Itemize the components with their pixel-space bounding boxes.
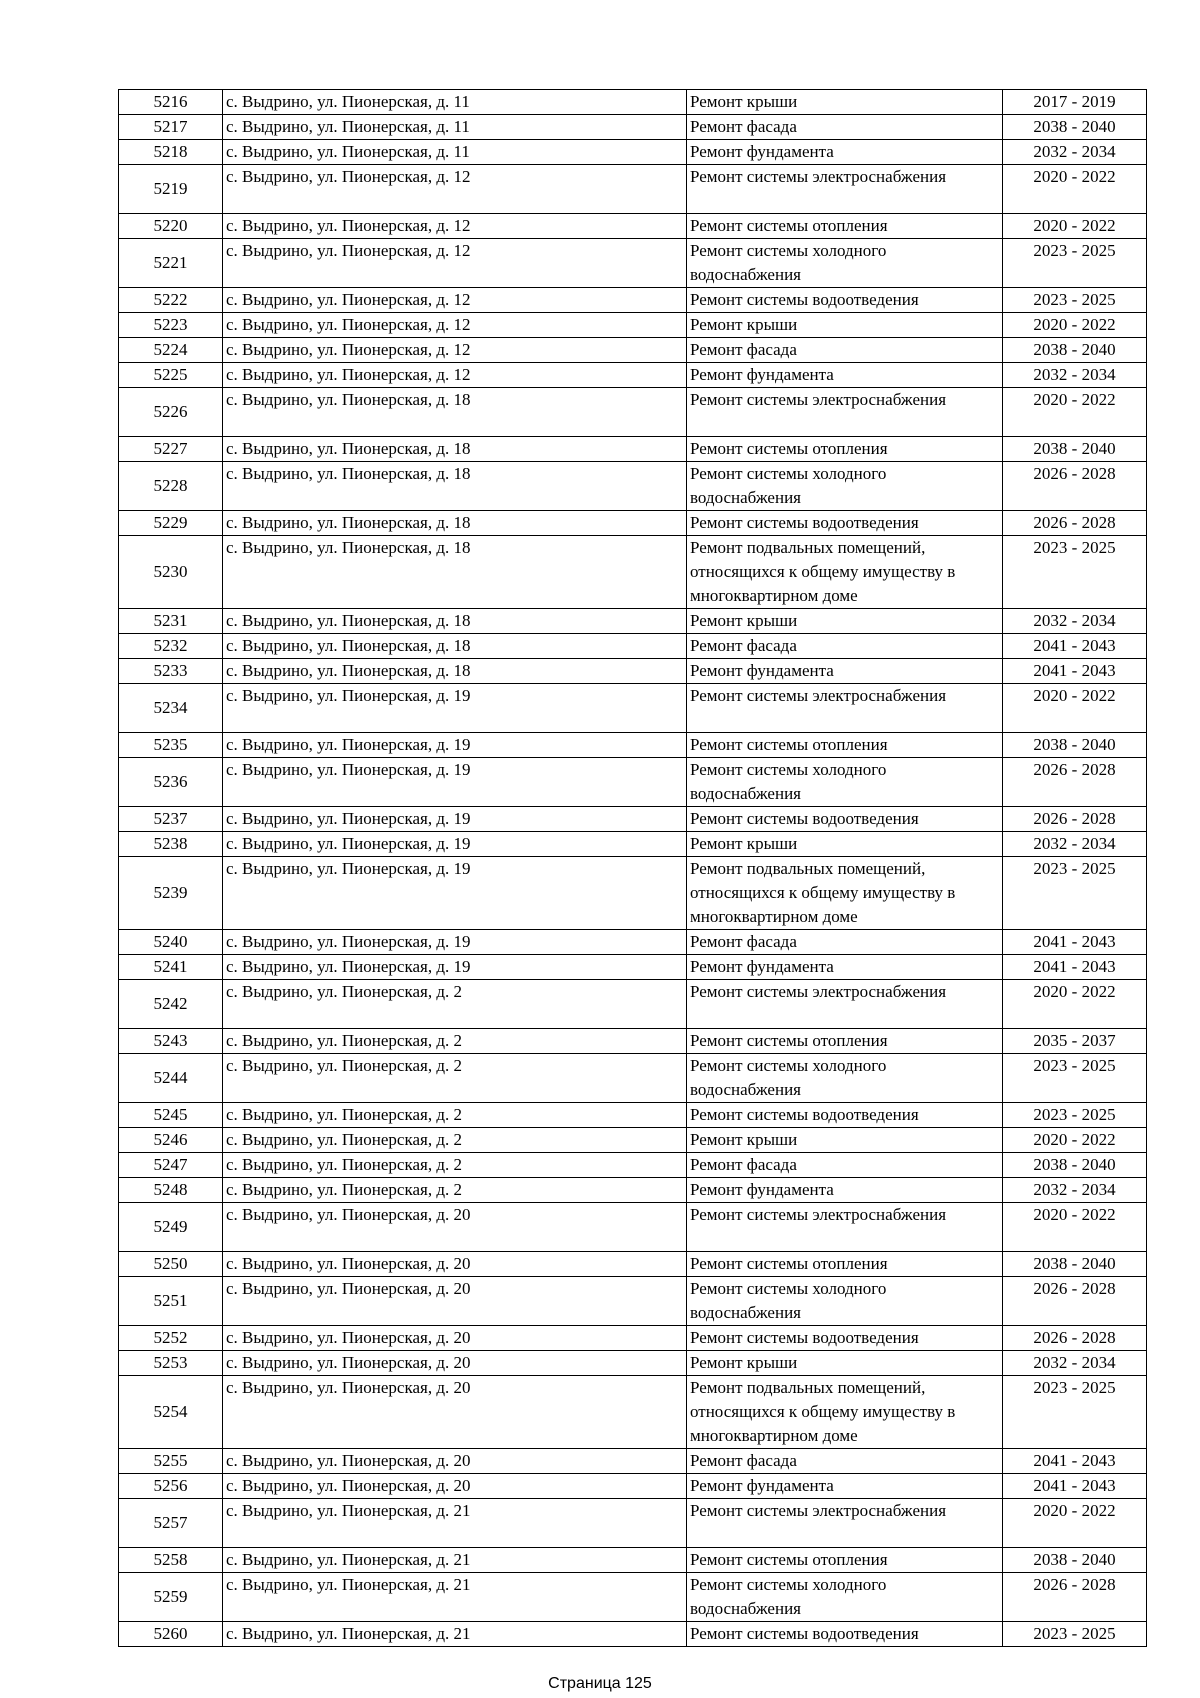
row-number-cell: 5223 — [119, 313, 223, 338]
table-row — [119, 1449, 1147, 1474]
row-number-cell: 5220 — [119, 214, 223, 239]
table-row — [119, 1351, 1147, 1376]
work-type-cell: Ремонт фасада — [687, 930, 1003, 955]
address-cell: с. Выдрино, ул. Пионерская, д. 12 — [223, 313, 687, 338]
period-cell: 2032 - 2034 — [1003, 1351, 1147, 1376]
period-cell: 2041 - 2043 — [1003, 634, 1147, 659]
work-type-cell: Ремонт фундамента — [687, 955, 1003, 980]
row-number-cell: 5252 — [119, 1326, 223, 1351]
period-cell: 2026 - 2028 — [1003, 1573, 1147, 1622]
address-cell: с. Выдрино, ул. Пионерская, д. 19 — [223, 832, 687, 857]
period-cell: 2026 - 2028 — [1003, 511, 1147, 536]
work-type-cell: Ремонт системы холодного водоснабжения — [687, 1277, 1003, 1326]
row-number-cell: 5247 — [119, 1153, 223, 1178]
period-cell: 2026 - 2028 — [1003, 1326, 1147, 1351]
work-type-cell: Ремонт системы водоотведения — [687, 807, 1003, 832]
work-type-cell: Ремонт системы водоотведения — [687, 288, 1003, 313]
address-cell: с. Выдрино, ул. Пионерская, д. 18 — [223, 634, 687, 659]
work-type-cell: Ремонт системы водоотведения — [687, 1326, 1003, 1351]
row-number-cell: 5221 — [119, 239, 223, 288]
address-cell: с. Выдрино, ул. Пионерская, д. 11 — [223, 140, 687, 165]
work-type-cell: Ремонт системы электроснабжения — [687, 388, 1003, 437]
row-number-cell: 5259 — [119, 1573, 223, 1622]
table-row — [119, 437, 1147, 462]
address-cell: с. Выдрино, ул. Пионерская, д. 18 — [223, 462, 687, 511]
row-number-cell: 5222 — [119, 288, 223, 313]
row-number-cell: 5237 — [119, 807, 223, 832]
address-cell: с. Выдрино, ул. Пионерская, д. 2 — [223, 1103, 687, 1128]
period-cell: 2023 - 2025 — [1003, 1054, 1147, 1103]
work-type-cell: Ремонт системы отопления — [687, 733, 1003, 758]
address-cell: с. Выдрино, ул. Пионерская, д. 19 — [223, 684, 687, 733]
address-cell: с. Выдрино, ул. Пионерская, д. 12 — [223, 338, 687, 363]
row-number-cell: 5255 — [119, 1449, 223, 1474]
work-type-cell: Ремонт системы электроснабжения — [687, 980, 1003, 1029]
row-number-cell: 5232 — [119, 634, 223, 659]
period-cell: 2041 - 2043 — [1003, 955, 1147, 980]
table-row — [119, 388, 1147, 437]
table-row — [119, 659, 1147, 684]
table-row — [119, 1573, 1147, 1622]
row-number-cell: 5257 — [119, 1499, 223, 1548]
period-cell: 2020 - 2022 — [1003, 980, 1147, 1029]
row-number-cell: 5227 — [119, 437, 223, 462]
row-number-cell: 5258 — [119, 1548, 223, 1573]
work-type-cell: Ремонт крыши — [687, 609, 1003, 634]
table-body — [119, 90, 1147, 1647]
work-type-cell: Ремонт системы электроснабжения — [687, 684, 1003, 733]
address-cell: с. Выдрино, ул. Пионерская, д. 21 — [223, 1548, 687, 1573]
table-row — [119, 930, 1147, 955]
table-row — [119, 1178, 1147, 1203]
table-row — [119, 140, 1147, 165]
address-cell: с. Выдрино, ул. Пионерская, д. 20 — [223, 1449, 687, 1474]
row-number-cell: 5246 — [119, 1128, 223, 1153]
row-number-cell: 5245 — [119, 1103, 223, 1128]
period-cell: 2020 - 2022 — [1003, 684, 1147, 733]
work-type-cell: Ремонт системы холодного водоснабжения — [687, 462, 1003, 511]
work-type-cell: Ремонт подвальных помещений, относящихся к общему имуществу в многоквартирном доме — [687, 1376, 1003, 1449]
table-row — [119, 90, 1147, 115]
address-cell: с. Выдрино, ул. Пионерская, д. 2 — [223, 1128, 687, 1153]
period-cell: 2023 - 2025 — [1003, 1622, 1147, 1647]
work-type-cell: Ремонт системы отопления — [687, 1029, 1003, 1054]
page-number: Страница 125 — [548, 1675, 652, 1692]
row-number-cell: 5240 — [119, 930, 223, 955]
row-number-cell: 5254 — [119, 1376, 223, 1449]
address-cell: с. Выдрино, ул. Пионерская, д. 18 — [223, 388, 687, 437]
work-type-cell: Ремонт фундамента — [687, 363, 1003, 388]
row-number-cell: 5251 — [119, 1277, 223, 1326]
row-number-cell: 5260 — [119, 1622, 223, 1647]
table-row — [119, 1029, 1147, 1054]
address-cell: с. Выдрино, ул. Пионерская, д. 12 — [223, 239, 687, 288]
period-cell: 2023 - 2025 — [1003, 857, 1147, 930]
table-row — [119, 239, 1147, 288]
row-number-cell: 5233 — [119, 659, 223, 684]
period-cell: 2041 - 2043 — [1003, 1474, 1147, 1499]
period-cell: 2038 - 2040 — [1003, 437, 1147, 462]
work-type-cell: Ремонт системы отопления — [687, 1548, 1003, 1573]
period-cell: 2023 - 2025 — [1003, 1103, 1147, 1128]
address-cell: с. Выдрино, ул. Пионерская, д. 18 — [223, 536, 687, 609]
period-cell: 2026 - 2028 — [1003, 758, 1147, 807]
row-number-cell: 5226 — [119, 388, 223, 437]
table-row — [119, 1499, 1147, 1548]
period-cell: 2020 - 2022 — [1003, 1128, 1147, 1153]
address-cell: с. Выдрино, ул. Пионерская, д. 12 — [223, 363, 687, 388]
row-number-cell: 5253 — [119, 1351, 223, 1376]
period-cell: 2020 - 2022 — [1003, 313, 1147, 338]
work-type-cell: Ремонт системы холодного водоснабжения — [687, 1054, 1003, 1103]
row-number-cell: 5231 — [119, 609, 223, 634]
period-cell: 2041 - 2043 — [1003, 659, 1147, 684]
work-type-cell: Ремонт системы водоотведения — [687, 1622, 1003, 1647]
address-cell: с. Выдрино, ул. Пионерская, д. 18 — [223, 659, 687, 684]
address-cell: с. Выдрино, ул. Пионерская, д. 20 — [223, 1326, 687, 1351]
table-row — [119, 462, 1147, 511]
period-cell: 2032 - 2034 — [1003, 140, 1147, 165]
work-type-cell: Ремонт фундамента — [687, 140, 1003, 165]
row-number-cell: 5241 — [119, 955, 223, 980]
table-row — [119, 857, 1147, 930]
work-type-cell: Ремонт фундамента — [687, 1474, 1003, 1499]
row-number-cell: 5238 — [119, 832, 223, 857]
period-cell: 2026 - 2028 — [1003, 462, 1147, 511]
table-row — [119, 338, 1147, 363]
address-cell: с. Выдрино, ул. Пионерская, д. 12 — [223, 288, 687, 313]
row-number-cell: 5243 — [119, 1029, 223, 1054]
table-row — [119, 536, 1147, 609]
work-type-cell: Ремонт системы холодного водоснабжения — [687, 1573, 1003, 1622]
row-number-cell: 5239 — [119, 857, 223, 930]
work-type-cell: Ремонт системы отопления — [687, 1252, 1003, 1277]
address-cell: с. Выдрино, ул. Пионерская, д. 19 — [223, 857, 687, 930]
period-cell: 2023 - 2025 — [1003, 288, 1147, 313]
row-number-cell: 5229 — [119, 511, 223, 536]
table-row — [119, 832, 1147, 857]
work-type-cell: Ремонт подвальных помещений, относящихся к общему имуществу в многоквартирном доме — [687, 536, 1003, 609]
work-type-cell: Ремонт системы электроснабжения — [687, 1499, 1003, 1548]
address-cell: с. Выдрино, ул. Пионерская, д. 2 — [223, 980, 687, 1029]
address-cell: с. Выдрино, ул. Пионерская, д. 20 — [223, 1376, 687, 1449]
repair-schedule-table — [118, 89, 1147, 1647]
period-cell: 2032 - 2034 — [1003, 1178, 1147, 1203]
row-number-cell: 5234 — [119, 684, 223, 733]
period-cell: 2032 - 2034 — [1003, 832, 1147, 857]
period-cell: 2038 - 2040 — [1003, 733, 1147, 758]
table-row — [119, 1128, 1147, 1153]
address-cell: с. Выдрино, ул. Пионерская, д. 20 — [223, 1474, 687, 1499]
work-type-cell: Ремонт фасада — [687, 1449, 1003, 1474]
address-cell: с. Выдрино, ул. Пионерская, д. 19 — [223, 807, 687, 832]
row-number-cell: 5236 — [119, 758, 223, 807]
period-cell: 2041 - 2043 — [1003, 1449, 1147, 1474]
period-cell: 2026 - 2028 — [1003, 807, 1147, 832]
address-cell: с. Выдрино, ул. Пионерская, д. 21 — [223, 1499, 687, 1548]
period-cell: 2023 - 2025 — [1003, 536, 1147, 609]
period-cell: 2023 - 2025 — [1003, 1376, 1147, 1449]
address-cell: с. Выдрино, ул. Пионерская, д. 19 — [223, 758, 687, 807]
work-type-cell: Ремонт системы водоотведения — [687, 511, 1003, 536]
address-cell: с. Выдрино, ул. Пионерская, д. 19 — [223, 733, 687, 758]
work-type-cell: Ремонт крыши — [687, 1351, 1003, 1376]
address-cell: с. Выдрино, ул. Пионерская, д. 20 — [223, 1252, 687, 1277]
table-row — [119, 511, 1147, 536]
work-type-cell: Ремонт системы холодного водоснабжения — [687, 758, 1003, 807]
table-row — [119, 1153, 1147, 1178]
table-row — [119, 1103, 1147, 1128]
table-row — [119, 165, 1147, 214]
period-cell: 2038 - 2040 — [1003, 338, 1147, 363]
address-cell: с. Выдрино, ул. Пионерская, д. 18 — [223, 437, 687, 462]
work-type-cell: Ремонт крыши — [687, 313, 1003, 338]
table-row — [119, 1252, 1147, 1277]
table-row — [119, 684, 1147, 733]
table-row — [119, 1326, 1147, 1351]
period-cell: 2020 - 2022 — [1003, 214, 1147, 239]
address-cell: с. Выдрино, ул. Пионерская, д. 20 — [223, 1351, 687, 1376]
work-type-cell: Ремонт фундамента — [687, 659, 1003, 684]
table-row — [119, 115, 1147, 140]
row-number-cell: 5216 — [119, 90, 223, 115]
address-cell: с. Выдрино, ул. Пионерская, д. 11 — [223, 115, 687, 140]
address-cell: с. Выдрино, ул. Пионерская, д. 20 — [223, 1277, 687, 1326]
work-type-cell: Ремонт фасада — [687, 115, 1003, 140]
table-row — [119, 1622, 1147, 1647]
address-cell: с. Выдрино, ул. Пионерская, д. 19 — [223, 955, 687, 980]
period-cell: 2026 - 2028 — [1003, 1277, 1147, 1326]
table-row — [119, 313, 1147, 338]
address-cell: с. Выдрино, ул. Пионерская, д. 20 — [223, 1203, 687, 1252]
address-cell: с. Выдрино, ул. Пионерская, д. 18 — [223, 511, 687, 536]
work-type-cell: Ремонт подвальных помещений, относящихся к общему имуществу в многоквартирном доме — [687, 857, 1003, 930]
table-row — [119, 980, 1147, 1029]
work-type-cell: Ремонт фасада — [687, 338, 1003, 363]
row-number-cell: 5219 — [119, 165, 223, 214]
address-cell: с. Выдрино, ул. Пионерская, д. 18 — [223, 609, 687, 634]
work-type-cell: Ремонт фасада — [687, 634, 1003, 659]
table-row — [119, 363, 1147, 388]
work-type-cell: Ремонт крыши — [687, 90, 1003, 115]
row-number-cell: 5235 — [119, 733, 223, 758]
address-cell: с. Выдрино, ул. Пионерская, д. 21 — [223, 1573, 687, 1622]
period-cell: 2035 - 2037 — [1003, 1029, 1147, 1054]
period-cell: 2038 - 2040 — [1003, 1548, 1147, 1573]
table-row — [119, 733, 1147, 758]
row-number-cell: 5224 — [119, 338, 223, 363]
work-type-cell: Ремонт фундамента — [687, 1178, 1003, 1203]
period-cell: 2038 - 2040 — [1003, 1153, 1147, 1178]
work-type-cell: Ремонт фасада — [687, 1153, 1003, 1178]
table-row — [119, 288, 1147, 313]
period-cell: 2017 - 2019 — [1003, 90, 1147, 115]
row-number-cell: 5228 — [119, 462, 223, 511]
table-row — [119, 1277, 1147, 1326]
work-type-cell: Ремонт системы водоотведения — [687, 1103, 1003, 1128]
work-type-cell: Ремонт системы отопления — [687, 214, 1003, 239]
table-row — [119, 634, 1147, 659]
table-row — [119, 609, 1147, 634]
period-cell: 2038 - 2040 — [1003, 115, 1147, 140]
row-number-cell: 5225 — [119, 363, 223, 388]
address-cell: с. Выдрино, ул. Пионерская, д. 12 — [223, 165, 687, 214]
address-cell: с. Выдрино, ул. Пионерская, д. 12 — [223, 214, 687, 239]
period-cell: 2020 - 2022 — [1003, 1499, 1147, 1548]
row-number-cell: 5256 — [119, 1474, 223, 1499]
row-number-cell: 5248 — [119, 1178, 223, 1203]
period-cell: 2020 - 2022 — [1003, 388, 1147, 437]
address-cell: с. Выдрино, ул. Пионерская, д. 2 — [223, 1178, 687, 1203]
table-row — [119, 1376, 1147, 1449]
address-cell: с. Выдрино, ул. Пионерская, д. 2 — [223, 1054, 687, 1103]
table-row — [119, 758, 1147, 807]
address-cell: с. Выдрино, ул. Пионерская, д. 2 — [223, 1153, 687, 1178]
table-row — [119, 1474, 1147, 1499]
address-cell: с. Выдрино, ул. Пионерская, д. 2 — [223, 1029, 687, 1054]
row-number-cell: 5217 — [119, 115, 223, 140]
period-cell: 2032 - 2034 — [1003, 363, 1147, 388]
row-number-cell: 5250 — [119, 1252, 223, 1277]
table-row — [119, 955, 1147, 980]
work-type-cell: Ремонт системы электроснабжения — [687, 1203, 1003, 1252]
work-type-cell: Ремонт крыши — [687, 1128, 1003, 1153]
row-number-cell: 5242 — [119, 980, 223, 1029]
period-cell: 2020 - 2022 — [1003, 1203, 1147, 1252]
period-cell: 2020 - 2022 — [1003, 165, 1147, 214]
period-cell: 2038 - 2040 — [1003, 1252, 1147, 1277]
table-row — [119, 214, 1147, 239]
period-cell: 2041 - 2043 — [1003, 930, 1147, 955]
table-row — [119, 1054, 1147, 1103]
table-row — [119, 1548, 1147, 1573]
row-number-cell: 5249 — [119, 1203, 223, 1252]
address-cell: с. Выдрино, ул. Пионерская, д. 19 — [223, 930, 687, 955]
address-cell: с. Выдрино, ул. Пионерская, д. 11 — [223, 90, 687, 115]
row-number-cell: 5230 — [119, 536, 223, 609]
work-type-cell: Ремонт крыши — [687, 832, 1003, 857]
period-cell: 2023 - 2025 — [1003, 239, 1147, 288]
period-cell: 2032 - 2034 — [1003, 609, 1147, 634]
table-row — [119, 1203, 1147, 1252]
work-type-cell: Ремонт системы электроснабжения — [687, 165, 1003, 214]
address-cell: с. Выдрино, ул. Пионерская, д. 21 — [223, 1622, 687, 1647]
work-type-cell: Ремонт системы холодного водоснабжения — [687, 239, 1003, 288]
row-number-cell: 5218 — [119, 140, 223, 165]
row-number-cell: 5244 — [119, 1054, 223, 1103]
work-type-cell: Ремонт системы отопления — [687, 437, 1003, 462]
table-row — [119, 807, 1147, 832]
